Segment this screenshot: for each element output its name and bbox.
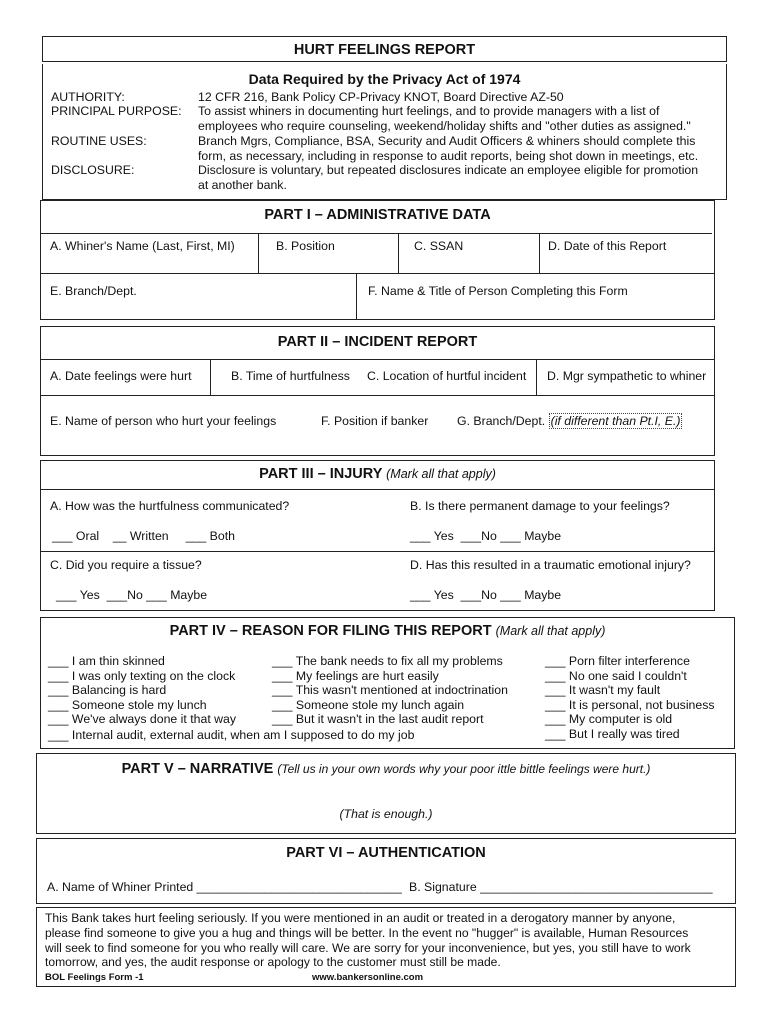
part2-divider-mid <box>40 395 715 396</box>
privacy-text-routine-1: Branch Mgrs, Compliance, BSA, Security and Audit Officers & whiners should complete this <box>198 134 696 148</box>
field-report-date[interactable]: D. Date of this Report <box>548 239 667 253</box>
field-ssan[interactable]: C. SSAN <box>414 239 464 253</box>
reasons-column-1 <box>48 654 236 727</box>
part4-heading-text: PART IV – REASON FOR FILING THIS REPORT <box>169 623 492 639</box>
privacy-label-purpose: PRINCIPAL PURPOSE: <box>51 104 182 118</box>
part4-heading-note: (Mark all that apply) <box>495 624 606 638</box>
reason-audit-report[interactable]: ___ But it wasn't in the last audit report <box>272 712 484 727</box>
question-tissue: C. Did you require a tissue? <box>50 558 202 572</box>
part5-heading-note: (Tell us in your own words why your poor ittle bittle feelings were hurt.) <box>277 762 651 776</box>
part1-divider-mid <box>40 273 715 274</box>
part3-heading-text: PART III – INJURY <box>259 466 383 482</box>
part1-divider-top <box>40 233 712 234</box>
field-incident-branch-label: G. Branch/Dept. <box>457 414 546 428</box>
field-whiner-name[interactable]: A. Whiner's Name (Last, First, MI) <box>50 239 235 253</box>
website-link[interactable]: www.bankersonline.com <box>312 972 424 983</box>
reason-balancing[interactable]: ___ Balancing is hard <box>48 683 167 698</box>
options-tissue[interactable]: ___ Yes ___No ___ Maybe <box>56 588 208 602</box>
reason-fix-problems[interactable]: ___ The bank needs to fix all my problems <box>272 654 503 668</box>
part3-divider-mid <box>40 551 715 552</box>
privacy-text-authority: 12 CFR 216, Bank Policy CP-Privacy KNOT, Board Directive AZ-50 <box>198 90 564 104</box>
privacy-text-purpose-2: employees who require counseling, weekend/holiday shifts and "other duties as assigned." <box>198 119 691 133</box>
part2-divider-v1 <box>210 359 211 395</box>
options-traumatic-injury[interactable]: ___ Yes ___No ___ Maybe <box>410 588 562 602</box>
privacy-label-authority: AUTHORITY: <box>51 90 125 104</box>
reason-computer-old[interactable]: ___ My computer is old <box>545 712 673 727</box>
part1-divider-v2 <box>398 233 399 273</box>
field-incident-branch[interactable] <box>457 414 682 428</box>
reason-internal-audit[interactable]: ___ Internal audit, external audit, when am I supposed to do my job <box>48 728 415 742</box>
part2-heading: PART II – INCIDENT REPORT <box>277 334 478 350</box>
part3-divider-top <box>40 489 715 490</box>
part5-heading-text: PART V – NARRATIVE <box>121 761 274 777</box>
options-communicated[interactable]: ___ Oral __ Written ___ Both <box>52 529 235 543</box>
form-id: BOL Feelings Form -1 <box>45 972 144 983</box>
question-permanent-damage: B. Is there permanent damage to your feelings? <box>410 499 670 513</box>
reason-always-done[interactable]: ___ We've always done it that way <box>48 712 237 727</box>
reason-hurt-easily[interactable]: ___ My feelings are hurt easily <box>272 668 439 683</box>
footer-statement <box>45 911 691 970</box>
field-mgr-sympathetic[interactable]: D. Mgr sympathetic to whiner <box>547 369 707 383</box>
privacy-label-routine: ROUTINE USES: <box>51 134 147 148</box>
footer-line-1: This Bank takes hurt feeling seriously. If you were mentioned in an audit or treated in a derogatory manner by anyone, <box>45 911 676 925</box>
question-traumatic-injury: D. Has this resulted in a traumatic emotional injury? <box>410 558 691 572</box>
part2-divider-top <box>40 359 715 360</box>
field-position[interactable]: B. Position <box>276 239 335 253</box>
footer-line-2: please find someone to give you a hug and things will be better. In the event no "hugger" is available, Human Resources <box>45 925 689 940</box>
field-whiner-name-printed[interactable]: A. Name of Whiner Printed ______________________________ <box>47 880 402 894</box>
part1-heading: PART I – ADMINISTRATIVE DATA <box>264 207 491 223</box>
reason-stole-lunch-again[interactable]: ___ Someone stole my lunch again <box>272 697 465 712</box>
privacy-text-disclosure-2: at another bank. <box>198 178 287 192</box>
narrative-end-note: (That is enough.) <box>339 807 433 821</box>
reasons-column-3 <box>545 654 715 742</box>
reason-tired[interactable]: ___ But I really was tired <box>545 726 680 741</box>
reason-porn-filter[interactable]: ___ Porn filter interference <box>545 654 690 668</box>
field-branch-dept[interactable]: E. Branch/Dept. <box>50 284 137 298</box>
field-banker-position[interactable]: F. Position if banker <box>321 414 429 428</box>
reason-texting[interactable]: ___ I was only texting on the clock <box>48 668 236 683</box>
reason-personal[interactable]: ___ It is personal, not business <box>545 697 715 712</box>
privacy-act-heading: Data Required by the Privacy Act of 1974 <box>248 71 521 87</box>
field-date-hurt[interactable]: A. Date feelings were hurt <box>50 369 192 383</box>
part3-heading-note: (Mark all that apply) <box>386 467 496 481</box>
part3-heading <box>40 466 715 482</box>
part6-heading: PART VI – AUTHENTICATION <box>286 845 486 861</box>
options-permanent-damage[interactable]: ___ Yes ___No ___ Maybe <box>410 529 562 543</box>
part5-heading <box>36 761 736 777</box>
field-incident-branch-note: (if different than Pt.I, E.) <box>550 414 681 428</box>
part4-heading <box>40 623 735 639</box>
reason-indoctrination[interactable]: ___ This wasn't mentioned at indoctrination <box>272 683 508 698</box>
part1-divider-v1 <box>258 233 259 273</box>
field-time-hurtfulness[interactable]: B. Time of hurtfulness <box>231 369 350 383</box>
privacy-label-disclosure: DISCLOSURE: <box>51 163 135 177</box>
field-signature[interactable]: B. Signature __________________________________ <box>409 880 713 894</box>
reason-thin-skinned[interactable]: ___ I am thin skinned <box>48 654 165 668</box>
field-person-who-hurt[interactable]: E. Name of person who hurt your feelings <box>50 414 277 428</box>
part1-divider-v3 <box>539 233 540 273</box>
question-communicated: A. How was the hurtfulness communicated? <box>50 499 290 513</box>
part1-divider-v4 <box>356 273 357 320</box>
field-person-completing[interactable]: F. Name & Title of Person Completing this Form <box>368 284 628 298</box>
reason-no-one-said[interactable]: ___ No one said I couldn't <box>545 668 687 683</box>
reason-stole-lunch[interactable]: ___ Someone stole my lunch <box>48 697 207 712</box>
privacy-text-disclosure-1: Disclosure is voluntary, but repeated disclosures indicate an employee eligible for promotion <box>198 163 699 177</box>
footer-line-3: will seek to find someone for you who really will care. We are sorry for your inconvenience, but yes, you still have to work <box>45 940 691 955</box>
field-location[interactable]: C. Location of hurtful incident <box>367 369 527 383</box>
reasons-column-2 <box>272 654 508 727</box>
part2-divider-v2 <box>536 359 537 395</box>
privacy-text-purpose-1: To assist whiners in documenting hurt feelings, and to provide managers with a list of <box>198 104 660 118</box>
footer-line-4: tomorrow, and yes, the audit response or apology to the customer must still be made. <box>45 955 501 970</box>
form-title: HURT FEELINGS REPORT <box>293 42 476 58</box>
reason-not-my-fault[interactable]: ___ It wasn't my fault <box>545 683 661 698</box>
privacy-text-routine-2: form, as necessary, including in response to audit reports, being shot down in meetings, etc. <box>198 149 699 163</box>
